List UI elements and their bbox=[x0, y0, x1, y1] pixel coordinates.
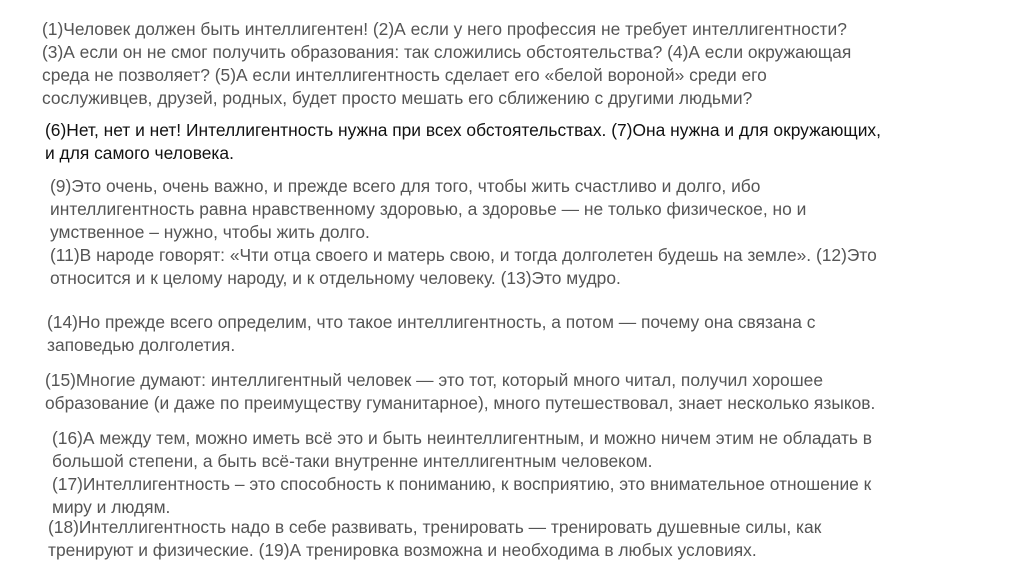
text-line: (15)Многие думают: интеллигентный человек — это тот, который много читал, получил хорошее bbox=[45, 370, 824, 390]
paragraph-5 bbox=[45, 369, 875, 415]
text-line: (3)А если он не смог получить образования: так сложились обстоятельства? (4)А если окружающая bbox=[42, 42, 852, 62]
text-line: сослуживцев, друзей, родных, будет просто мешать его сближению с другими людьми? bbox=[42, 88, 753, 108]
text-line: образование (и даже по преимуществу гуманитарное), много путешествовал, знает несколько языков. bbox=[45, 393, 876, 413]
paragraph-4 bbox=[47, 311, 815, 357]
text-line: среда не позволяет? (5)А если интеллигентность сделает его «белой вороной» среди его bbox=[42, 65, 767, 85]
text-line: и для самого человека. bbox=[45, 143, 234, 163]
text-line: (17)Интеллигентность – это способность к пониманию, к восприятию, это внимательное отношение к bbox=[52, 474, 872, 494]
text-line: миру и людям. bbox=[52, 497, 171, 517]
text-line: большой степени, а быть всё-таки внутренне интеллигентным человеком. bbox=[52, 451, 653, 471]
paragraph-3 bbox=[50, 175, 877, 290]
text-line: (6)Нет, нет и нет! Интеллигентность нужна при всех обстоятельствах. (7)Она нужна и для окружающих, bbox=[45, 120, 881, 140]
text-line: (1)Человек должен быть интеллигентен! (2)А если у него профессия не требует интеллигентности? bbox=[42, 19, 847, 39]
text-line: заповедью долголетия. bbox=[47, 335, 236, 355]
paragraph-7 bbox=[48, 516, 821, 562]
text-line: тренируют и физические. (19)А тренировка возможна и необходима в любых условиях. bbox=[48, 540, 757, 560]
paragraph-6 bbox=[52, 427, 872, 519]
text-line: интеллигентность равна нравственному здоровью, а здоровье — не только физическое, но и bbox=[50, 199, 807, 219]
paragraph-1 bbox=[42, 18, 851, 110]
text-line: (14)Но прежде всего определим, что такое интеллигентность, а потом — почему она связана с bbox=[47, 312, 816, 332]
text-line: (16)А между тем, можно иметь всё это и быть неинтеллигентным, и можно ничем этим не обладать в bbox=[52, 428, 873, 448]
text-line: (9)Это очень, очень важно, и прежде всего для того, чтобы жить счастливо и долго, ибо bbox=[50, 176, 761, 196]
text-line: умственное – нужно, чтобы жить долго. bbox=[50, 222, 370, 242]
text-line: относится и к целому народу, и к отдельному человеку. (13)Это мудро. bbox=[50, 268, 621, 288]
paragraph-2 bbox=[45, 119, 881, 165]
text-line: (18)Интеллигентность надо в себе развивать, тренировать — тренировать душевные силы, как bbox=[48, 517, 822, 537]
text-line: (11)В народе говорят: «Чти отца своего и матерь свою, и тогда долголетен будешь на земле». (12)Это bbox=[50, 245, 877, 265]
